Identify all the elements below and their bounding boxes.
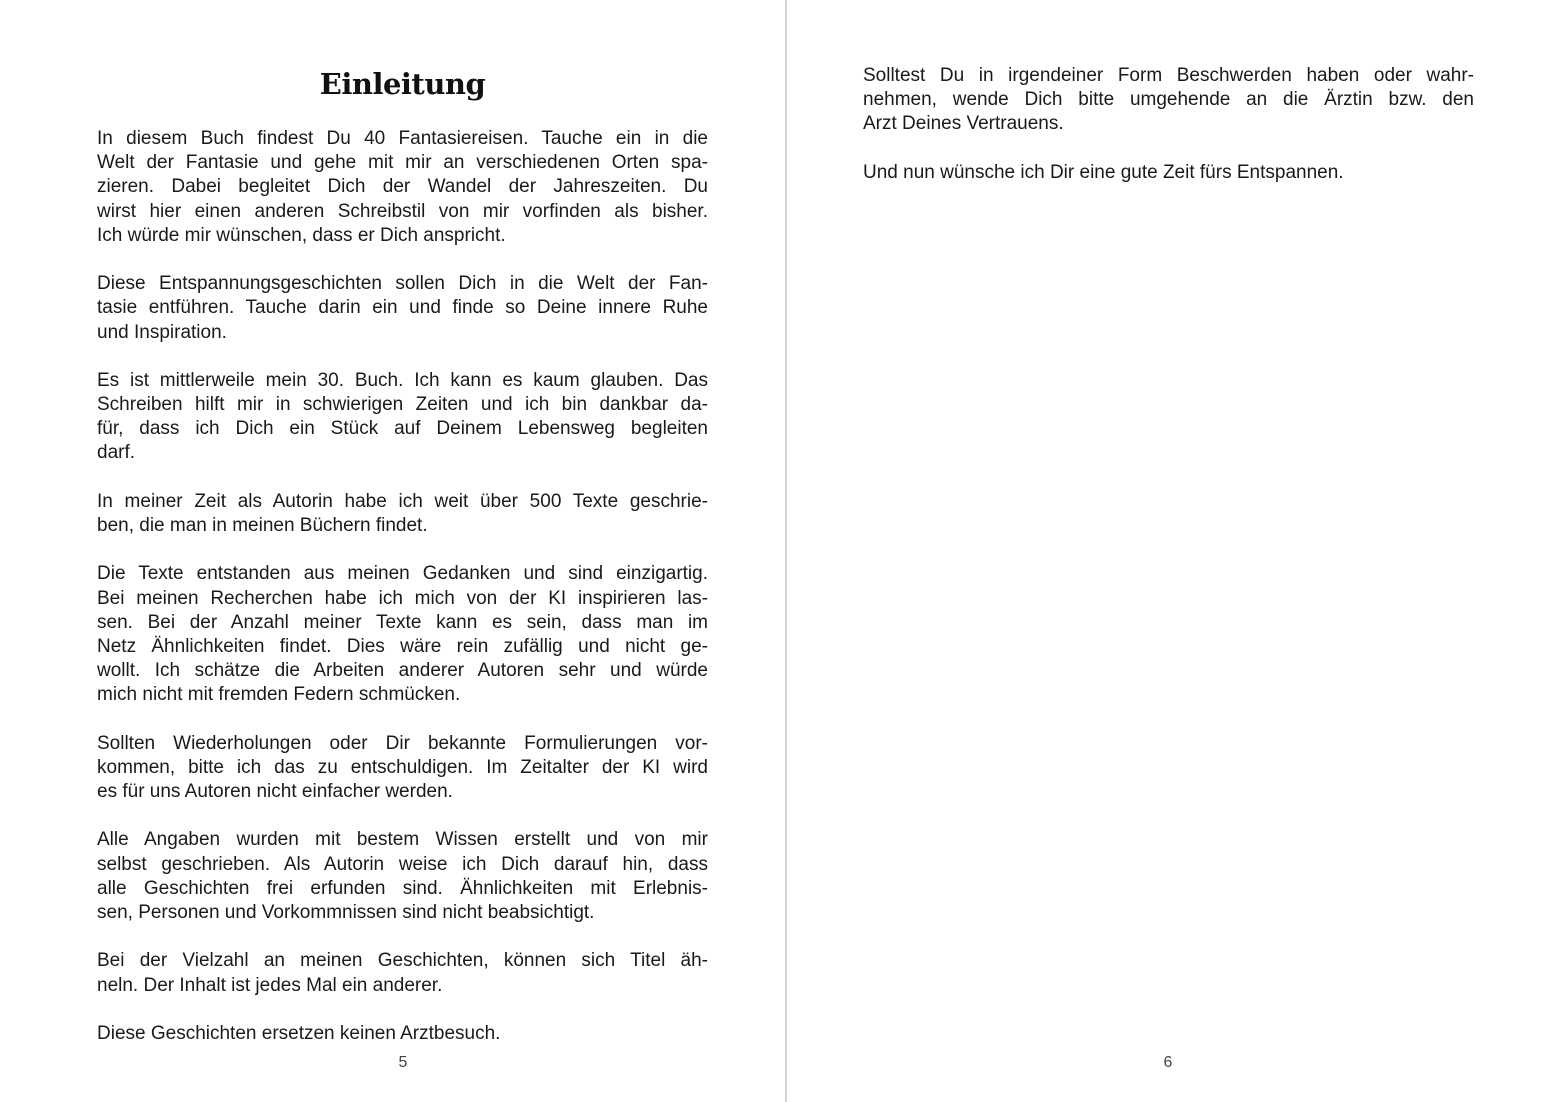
paragraph <box>863 161 1474 185</box>
text-line: nehmen, wende Dich bitte umgehende an die Ärztin bzw. den <box>863 89 1474 111</box>
text-line: alle Geschichten frei erfunden sind. Ähnlichkeiten mit Erlebnis- <box>97 877 708 899</box>
text-line: sen, Personen und Vorkommnissen sind nicht beabsichtigt. <box>97 902 595 923</box>
text-line: selbst geschrieben. Als Autorin weise ich Dich darauf hin, dass <box>97 853 708 875</box>
text-line: In diesem Buch findest Du 40 Fantasiereisen. Tauche ein in die <box>97 128 708 149</box>
text-line: Bei meinen Recherchen habe ich mich von der KI inspirieren las- <box>97 587 708 609</box>
paragraph <box>97 272 708 345</box>
text-line: Die Texte entstanden aus meinen Gedanken und sind einzigartig. <box>97 563 708 585</box>
page-number-right: 6 <box>1163 1054 1173 1071</box>
text-line: Bei der Vielzahl an meinen Geschichten, können sich Titel äh- <box>97 950 708 972</box>
text-line: Es ist mittlerweile mein 30. Buch. Ich kann es kaum glauben. Das <box>97 369 708 391</box>
text-line: ben, die man in meinen Büchern findet. <box>97 515 428 536</box>
text-line: Ich würde mir wünschen, dass er Dich anspricht. <box>97 224 506 246</box>
paragraph <box>97 732 708 805</box>
paragraph <box>97 1022 708 1046</box>
text-line: mich nicht mit fremden Federn schmücken. <box>97 684 461 706</box>
page-number-left: 5 <box>398 1054 408 1071</box>
text-line: Alle Angaben wurden mit bestem Wissen erstellt und von mir <box>97 829 708 851</box>
text-line: Netz Ähnlichkeiten findet. Dies wäre rein zufällig und nicht ge- <box>97 635 708 657</box>
text-line: wollt. Ich schätze die Arbeiten anderer Autoren sehr und würde <box>97 660 708 682</box>
text-line: Welt der Fantasie und gehe mit mir an verschiedenen Orten spa- <box>97 152 708 174</box>
right-page <box>787 0 1566 1102</box>
text-line: Diese Geschichten ersetzen keinen Arztbesuch. <box>97 1022 501 1044</box>
paragraph <box>97 949 708 997</box>
text-line: Diese Entspannungsgeschichten sollen Dich in die Welt der Fan- <box>97 273 708 295</box>
paragraph <box>97 562 708 707</box>
paragraph <box>97 127 708 248</box>
text-line: Schreiben hilft mir in schwierigen Zeiten und ich bin dankbar da- <box>97 394 708 416</box>
paragraph <box>97 490 708 538</box>
text-line: Arzt Deines Vertrauens. <box>863 113 1064 135</box>
left-page-body <box>97 127 708 1070</box>
text-line: neln. Der Inhalt ist jedes Mal ein anderer. <box>97 974 443 996</box>
paragraph <box>97 369 708 466</box>
text-line: und Inspiration. <box>97 321 227 343</box>
text-line: tasie entführen. Tauche darin ein und finde so Deine innere Ruhe <box>97 297 708 319</box>
chapter-title: Einleitung <box>319 67 486 101</box>
text-line: Und nun wünsche ich Dir eine gute Zeit fürs Entspannen. <box>863 161 1344 183</box>
paragraph <box>97 828 708 925</box>
text-line: sen. Bei der Anzahl meiner Texte kann es sein, dass man im <box>97 611 708 633</box>
text-line: Solltest Du in irgendeiner Form Beschwerden haben oder wahr- <box>863 65 1474 86</box>
text-line: kommen, bitte ich das zu entschuldigen. Im Zeitalter der KI wird <box>97 756 708 778</box>
text-line: es für uns Autoren nicht einfacher werden. <box>97 781 453 803</box>
text-line: Sollten Wiederholungen oder Dir bekannte Formulierungen vor- <box>97 732 708 754</box>
right-page-body <box>863 64 1474 209</box>
text-line: zieren. Dabei begleitet Dich der Wandel der Jahreszeiten. Du <box>97 176 708 198</box>
paragraph <box>863 64 1474 137</box>
text-line: darf. <box>97 442 136 464</box>
text-line: wirst hier einen anderen Schreibstil von mir vorfinden als bisher. <box>97 200 708 222</box>
text-line: In meiner Zeit als Autorin habe ich weit über 500 Texte geschrie- <box>97 490 708 512</box>
text-line: für, dass ich Dich ein Stück auf Deinem Lebensweg begleiten <box>97 418 708 440</box>
